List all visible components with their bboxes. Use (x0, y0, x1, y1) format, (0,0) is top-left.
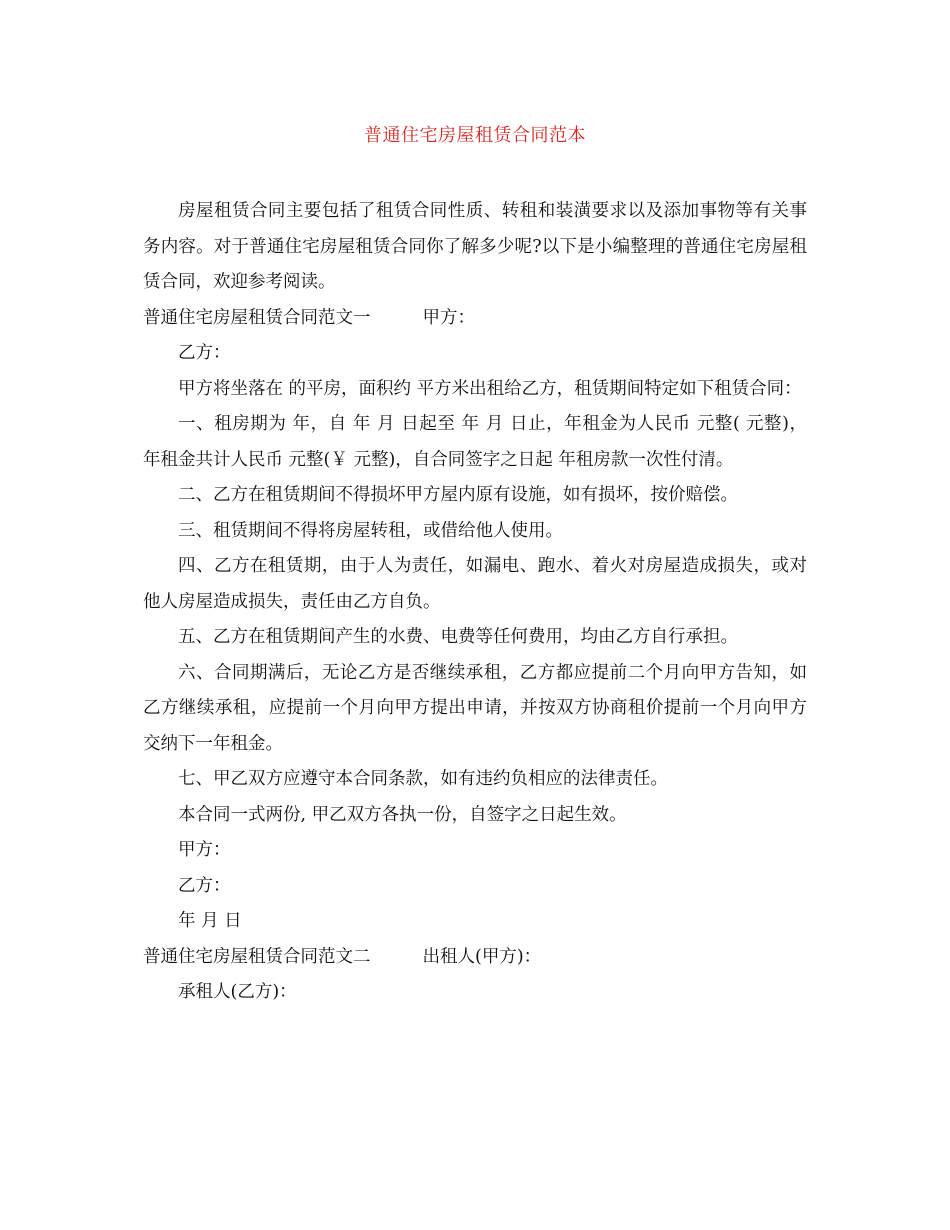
section-2-heading-line (143, 940, 807, 976)
party-b-line: 乙方： (178, 343, 231, 363)
section-2-heading: 普通住宅房屋租赁合同范文二 (143, 946, 371, 967)
lease-premise-paragraph: 甲方将坐落在 的平房，面积约 平方米出租给乙方，租赁期间特定如下租赁合同： (178, 378, 802, 399)
section-2-lessor: 出租人(甲方)： (422, 946, 542, 967)
signature-date: 年 月 日 (178, 911, 242, 931)
document-body (143, 194, 807, 1011)
clause-1: 一、租房期为 年，自 年 月 日起至 年 月 日止，年租金为人民币 元整( 元整)， 年租金共计人民币 元整(￥ 元整)，自合同签字之日起 年租房款一次性付清。 (143, 414, 807, 470)
clause-5: 五、乙方在租赁期间产生的水费、电费等任何费用，均由乙方自行承担。 (178, 627, 738, 647)
document-title: 普通住宅房屋租赁合同范本 (364, 125, 586, 146)
section-1-heading-line (143, 301, 807, 337)
section-1-party-a: 甲方： (422, 307, 475, 328)
signature-party-a: 甲方： (178, 840, 231, 860)
lessee-line: 承租人(乙方)： (178, 982, 297, 1002)
clause-6: 六、合同期满后，无论乙方是否继续承租，乙方都应提前二个月向甲方告知，如乙方继续承租，应提前一个月向甲方提出申请，并按双方协商租价提前一个月向甲方交纳下一年租金。 (143, 662, 807, 754)
signature-party-b: 乙方： (178, 875, 231, 896)
clause-2: 二、乙方在租赁期间不得损坏甲方屋内原有设施，如有损坏，按价赔偿。 (178, 485, 738, 505)
clause-7: 七、甲乙双方应遵守本合同条款，如有违约负相应的法律责任。 (178, 769, 668, 789)
clause-3: 三、租赁期间不得将房屋转租，或借给他人使用。 (178, 520, 563, 541)
section-1-heading: 普通住宅房屋租赁合同范文一 (143, 307, 371, 328)
intro-paragraph: 房屋租赁合同主要包括了租赁合同性质、转租和装潢要求以及添加事物等有关事务内容。对于普通住宅房屋租赁合同你了解多少呢?以下是小编整理的普通住宅房屋租赁合同，欢迎参考阅读。 (143, 201, 807, 292)
clause-4: 四、乙方在租赁期，由于人为责任，如漏电、跑水、着火对房屋造成损失，或对他人房屋造成损失，责任由乙方自负。 (143, 556, 807, 612)
effectiveness-paragraph: 本合同一式两份, 甲乙双方各执一份，自签字之日起生效。 (178, 804, 627, 825)
